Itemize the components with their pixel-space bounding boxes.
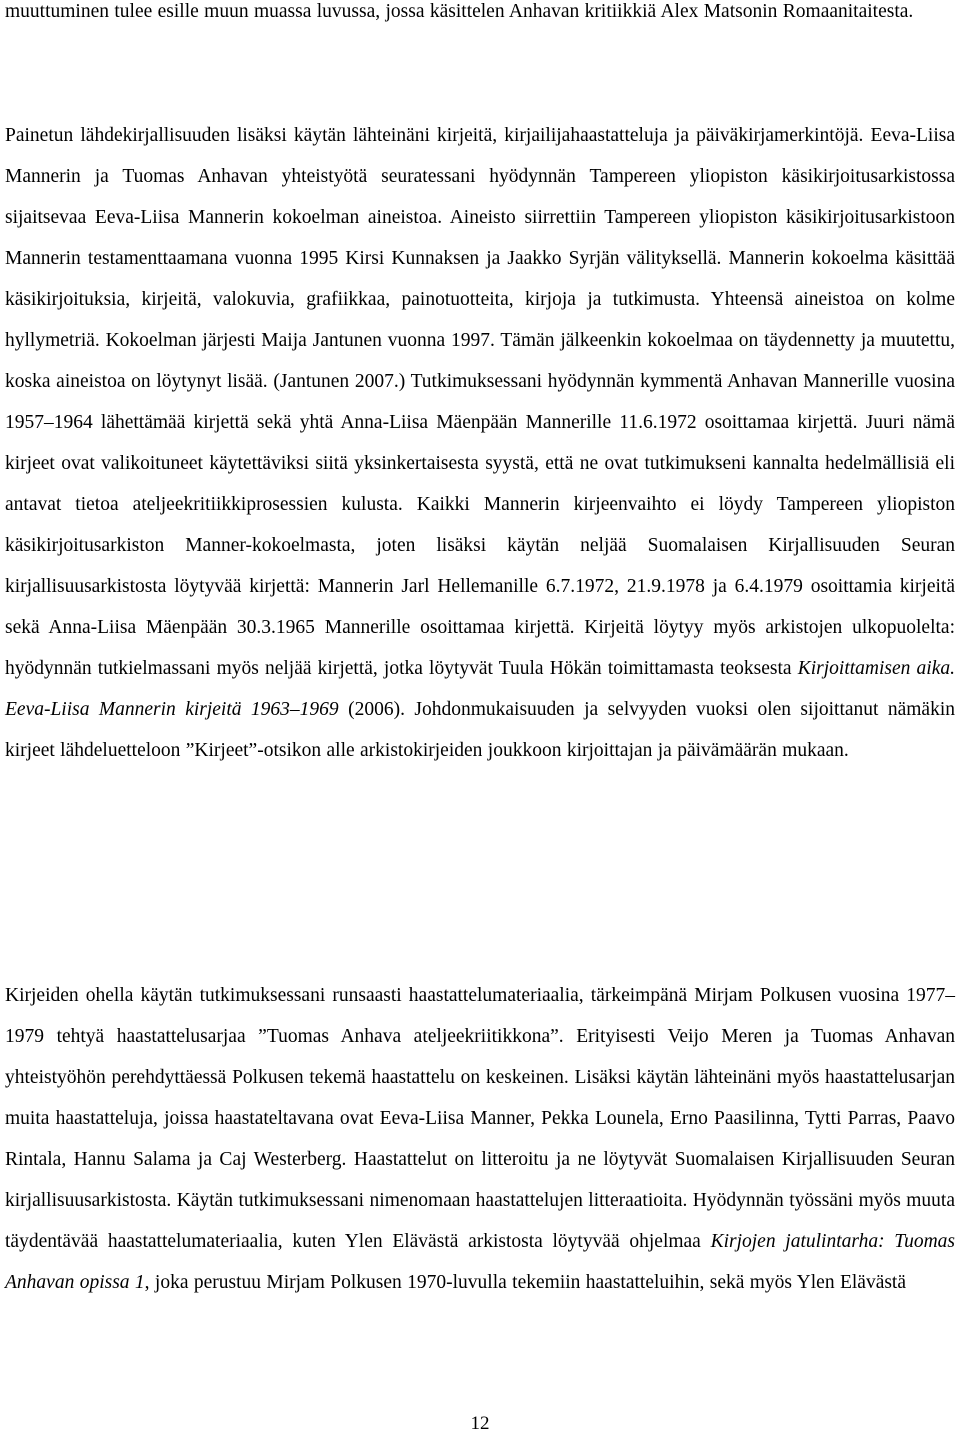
paragraph-text: Kirjeiden ohella käytän tutkimuksessani runsaasti haastattelumateriaalia, tärkeimpänä Mirjam Polkusen vuosina 1977–1979 tehtyä haastattelusarjaa ”Tuomas Anhava ateljeekriitikkona”. Erityisesti Veijo Meren ja Tuomas Anhavan yhteistyöhön perehdyttäessä Polkusen tekemä haastattelu on keskeinen. Lisäksi käytän lähteinäni myös haastattelusarjan muita haastatteluja, joissa haastateltavana ovat Eeva-Liisa Manner, Pekka Lounela, Erno Paasilinna, Tytti Parras, Paavo Rintala, Hannu Salama ja Caj Westerberg. Haastattelut on litteroitu ja ne löytyvät Suomalaisen Kirjallisuuden Seuran kirjallisuusarkistosta. Käytän tutkimuksessani nimenomaan haastattelujen litteraatioita. Hyödynnän työssäni myös muuta täydentävää haastattelumateriaalia, kuten Ylen Elävästä arkistosta löytyvää ohjelmaa — [5, 985, 955, 1252]
paragraph-sources-letters — [5, 115, 955, 771]
paragraph-text: Painetun lähdekirjallisuuden lisäksi käytän lähteinäni kirjeitä, kirjailijahaastatteluja ja päiväkirjamerkintöjä. Eeva-Liisa Mannerin ja Tuomas Anhavan yhteistyötä seuratessani hyödynnän Tampereen yliopiston käsikirjoitusarkistossa sijaitsevaa Eeva-Liisa Mannerin kokoelman aineistoa. Aineisto siirrettiin Tampereen yliopiston käsikirjoitusarkistoon Mannerin testamenttaamana vuonna 1995 Kirsi Kunnaksen ja Jaakko Syrjän välityksellä. Mannerin kokoelma käsittää käsikirjoituksia, kirjeitä, valokuvia, grafiikkaa, painotuotteita, kirjoja ja tutkimusta. Yhteensä aineistoa on kolme hyllymetriä. Kokoelman järjesti Maija Jantunen vuonna 1997. Tämän jälkeenkin kokoelmaa on täydennetty ja muutettu, koska aineistoa on löytynyt lisää. (Jantunen 2007.) Tutkimuksessani hyödynnän kymmentä Anhavan Mannerille vuosina 1957–1964 lähettämää kirjettä sekä yhtä Anna-Liisa Mäenpään Mannerille 11.6.1972 osoittamaa kirjettä. Juuri nämä kirjeet ovat valikoituneet käytettäviksi siitä yksinkertaisesta syystä, että ne ovat tutkimukseni kannalta hedelmällisiä eli antavat tietoa ateljeekritiikkiprosessien kulusta. Kaikki Mannerin kirjeenvaihto ei löydy Tampereen yliopiston käsikirjoitusarkiston Manner-kokoelmasta, joten lisäksi käytän neljää Suomalaisen Kirjallisuuden Seuran kirjallisuusarkistosta löytyvää kirjettä: Mannerin Jarl Hellemanille 6.7.1972, 21.9.1978 ja 6.4.1979 osoittamia kirjeitä sekä Anna-Liisa Mäenpään 30.3.1965 Mannerille osoittamaa kirjettä. Kirjeitä löytyy myös arkistojen ulkopuolelta: hyödynnän tutkielmassani myös neljää kirjettä, jotka löytyvät Tuula Hökän toimittamasta teoksesta — [5, 125, 955, 679]
paragraph-text: (2006). Johdonmukaisuuden ja selvyyden vuoksi olen sijoittanut nämäkin kirjeet lähdeluetteloon ”Kirjeet”-otsikon alle arkistokirjeiden joukkoon kirjoittajan ja päivämäärän mukaan. — [5, 699, 955, 761]
program-title-italic: Kirjojen jatulintarha: Tuomas Anhavan opissa 1 — [5, 1231, 955, 1293]
book-title-italic: Kirjoittamisen aika. Eeva-Liisa Mannerin kirjeitä 1963–1969 — [5, 658, 956, 720]
paragraph-sources-interviews — [5, 975, 955, 1303]
paragraph-text: , joka perustuu Mirjam Polkusen 1970-luvulla tekemiin haastatteluihin, sekä myös Ylen Elävästä — [144, 1272, 907, 1293]
page-number: 12 — [470, 1413, 490, 1434]
paragraph-continuation — [5, 0, 955, 32]
paragraph-text: muuttuminen tulee esille muun muassa luvussa, jossa käsittelen Anhavan kritiikkiä Alex Matsonin Romaanitaitesta. — [5, 1, 914, 22]
